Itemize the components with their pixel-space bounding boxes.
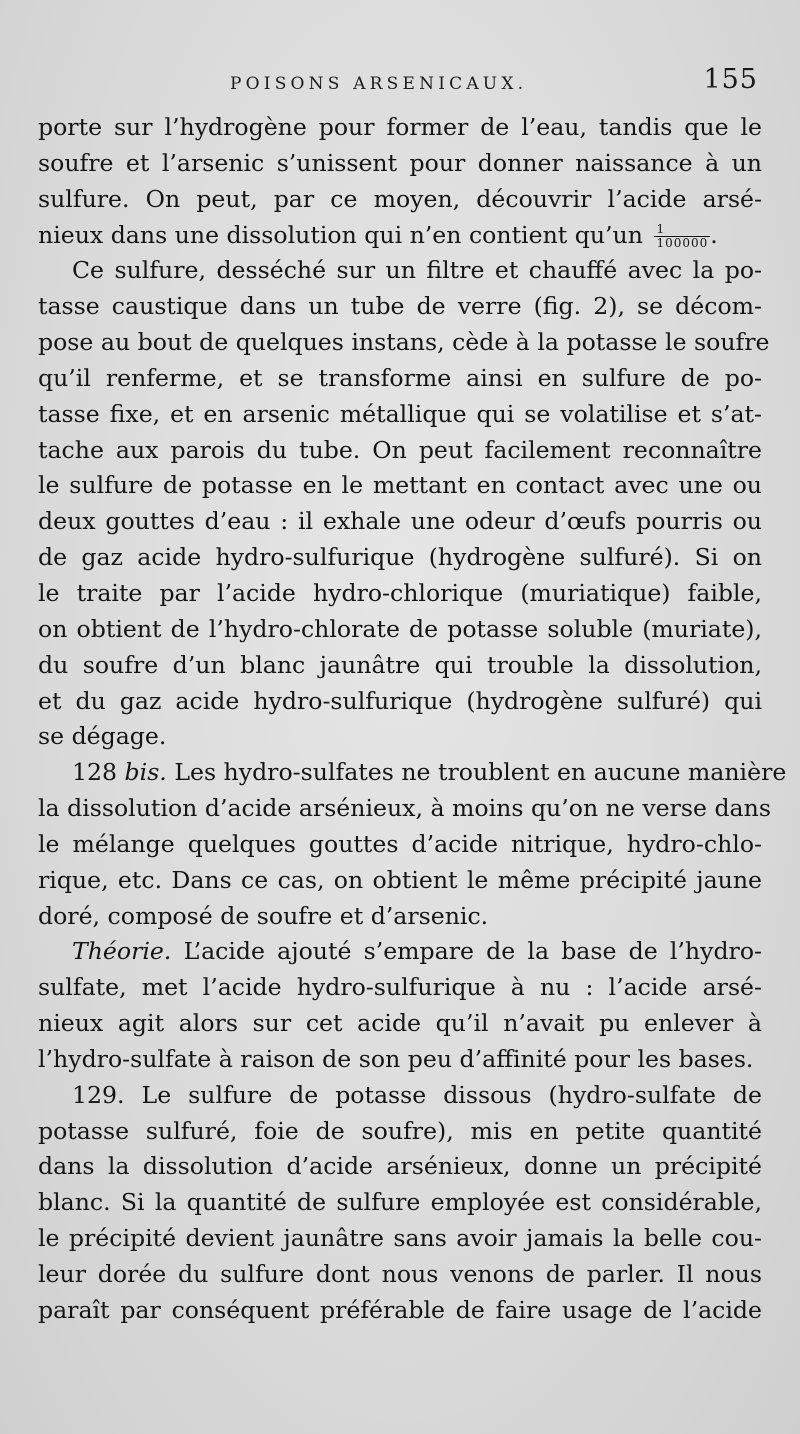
italic-label: Théorie. <box>72 937 172 966</box>
paragraph <box>38 1078 762 1329</box>
paragraph <box>38 755 787 934</box>
fraction-denominator: 100000 <box>656 235 709 250</box>
text-line: soufre et l’arsenic s’unissent pour donner naissance à un <box>38 148 762 177</box>
paragraph-number: 129. <box>72 1080 125 1109</box>
text-fragment: Les hydro-sulfates ne troublent en aucune manière <box>174 758 787 787</box>
text-line: tache aux parois du tube. On peut facilement reconnaître <box>38 435 762 464</box>
text-line: tasse fixe, et en arsenic métallique qui se volatilise et s’at- <box>38 399 762 428</box>
text-line: on obtient de l’hydro-chlorate de potasse soluble (muriate), <box>38 614 762 643</box>
paragraph <box>38 253 770 755</box>
text-line: blanc. Si la quantité de sulfure employée est considérable, <box>38 1188 762 1217</box>
fraction-numerator: 1 <box>654 223 710 237</box>
running-title: POISONS ARSENICAUX. <box>230 74 528 94</box>
text-line: pose au bout de quelques instans, cède à la potasse le soufre <box>38 328 770 357</box>
text-line <box>38 755 787 791</box>
text-line: la dissolution d’acide arsénieux, à moins qu’on ne verse dans <box>38 794 771 823</box>
text-line: rique, etc. Dans ce cas, on obtient le même précipité jaune <box>38 865 762 894</box>
running-head <box>0 64 800 104</box>
paragraph <box>38 934 762 1077</box>
text-line <box>38 1078 762 1114</box>
text-line: deux gouttes d’eau : il exhale une odeur d’œufs pourris ou <box>38 507 762 536</box>
text-line: de gaz acide hydro-sulfurique (hydrogène sulfuré). Si on <box>38 543 762 572</box>
text-line: qu’il renferme, et se transforme ainsi en sulfure de po- <box>38 363 762 392</box>
text-line: sulfure. On peut, par ce moyen, découvrir l’acide arsé- <box>38 184 762 213</box>
text-line: se dégage. <box>38 722 167 751</box>
text-fragment: nieux dans une dissolution qui n’en contient qu’un <box>38 220 643 249</box>
text-line: tasse caustique dans un tube de verre (fig. 2), se décom- <box>38 292 762 321</box>
text-line: et du gaz acide hydro-sulfurique (hydrogène sulfuré) qui <box>38 686 762 715</box>
italic-label: bis. <box>124 758 167 787</box>
text-line <box>38 218 762 254</box>
text-line: potasse sulfuré, foie de soufre), mis en petite quantité <box>38 1116 762 1145</box>
fraction <box>654 223 710 250</box>
page-number: 155 <box>703 64 758 95</box>
paragraph-number: 128 <box>72 758 118 787</box>
text-line: l’hydro-sulfate à raison de son peu d’affinité pour les bases. <box>38 1044 754 1073</box>
paragraph <box>38 110 762 253</box>
text-line: sulfate, met l’acide hydro-sulfurique à nu : l’acide arsé- <box>38 973 762 1002</box>
text-line: porte sur l’hydrogène pour former de l’eau, tandis que le <box>38 113 762 141</box>
text-fragment: L’acide ajouté s’empare de la base de l’hydro- <box>183 937 763 966</box>
text-line: paraît par conséquent préférable de faire usage de l’acide <box>38 1295 762 1324</box>
text-line: dans la dissolution d’acide arsénieux, donne un précipité <box>38 1152 762 1181</box>
text-line: le précipité devient jaunâtre sans avoir jamais la belle cou- <box>38 1224 762 1253</box>
text-line: le traite par l’acide hydro-chlorique (muriatique) faible, <box>38 578 762 607</box>
text-line <box>38 934 762 970</box>
text-fragment: Le sulfure de potasse dissous (hydro-sulfate de <box>141 1080 762 1109</box>
body-text <box>38 110 787 1329</box>
text-line: leur dorée du sulfure dont nous venons de parler. Il nous <box>38 1260 762 1288</box>
text-line: le mélange quelques gouttes d’acide nitrique, hydro-chlo- <box>38 829 762 858</box>
text-line: le sulfure de potasse en le mettant en contact avec une ou <box>38 471 762 500</box>
text-line: nieux agit alors sur cet acide qu’il n’avait pu enlever à <box>38 1009 762 1038</box>
text-line: doré, composé de soufre et d’arsenic. <box>38 901 489 930</box>
text-line: du soufre d’un blanc jaunâtre qui trouble la dissolution, <box>38 650 762 679</box>
text-fragment: . <box>710 220 718 249</box>
text-line: Ce sulfure, desséché sur un filtre et chauffé avec la po- <box>72 256 762 285</box>
